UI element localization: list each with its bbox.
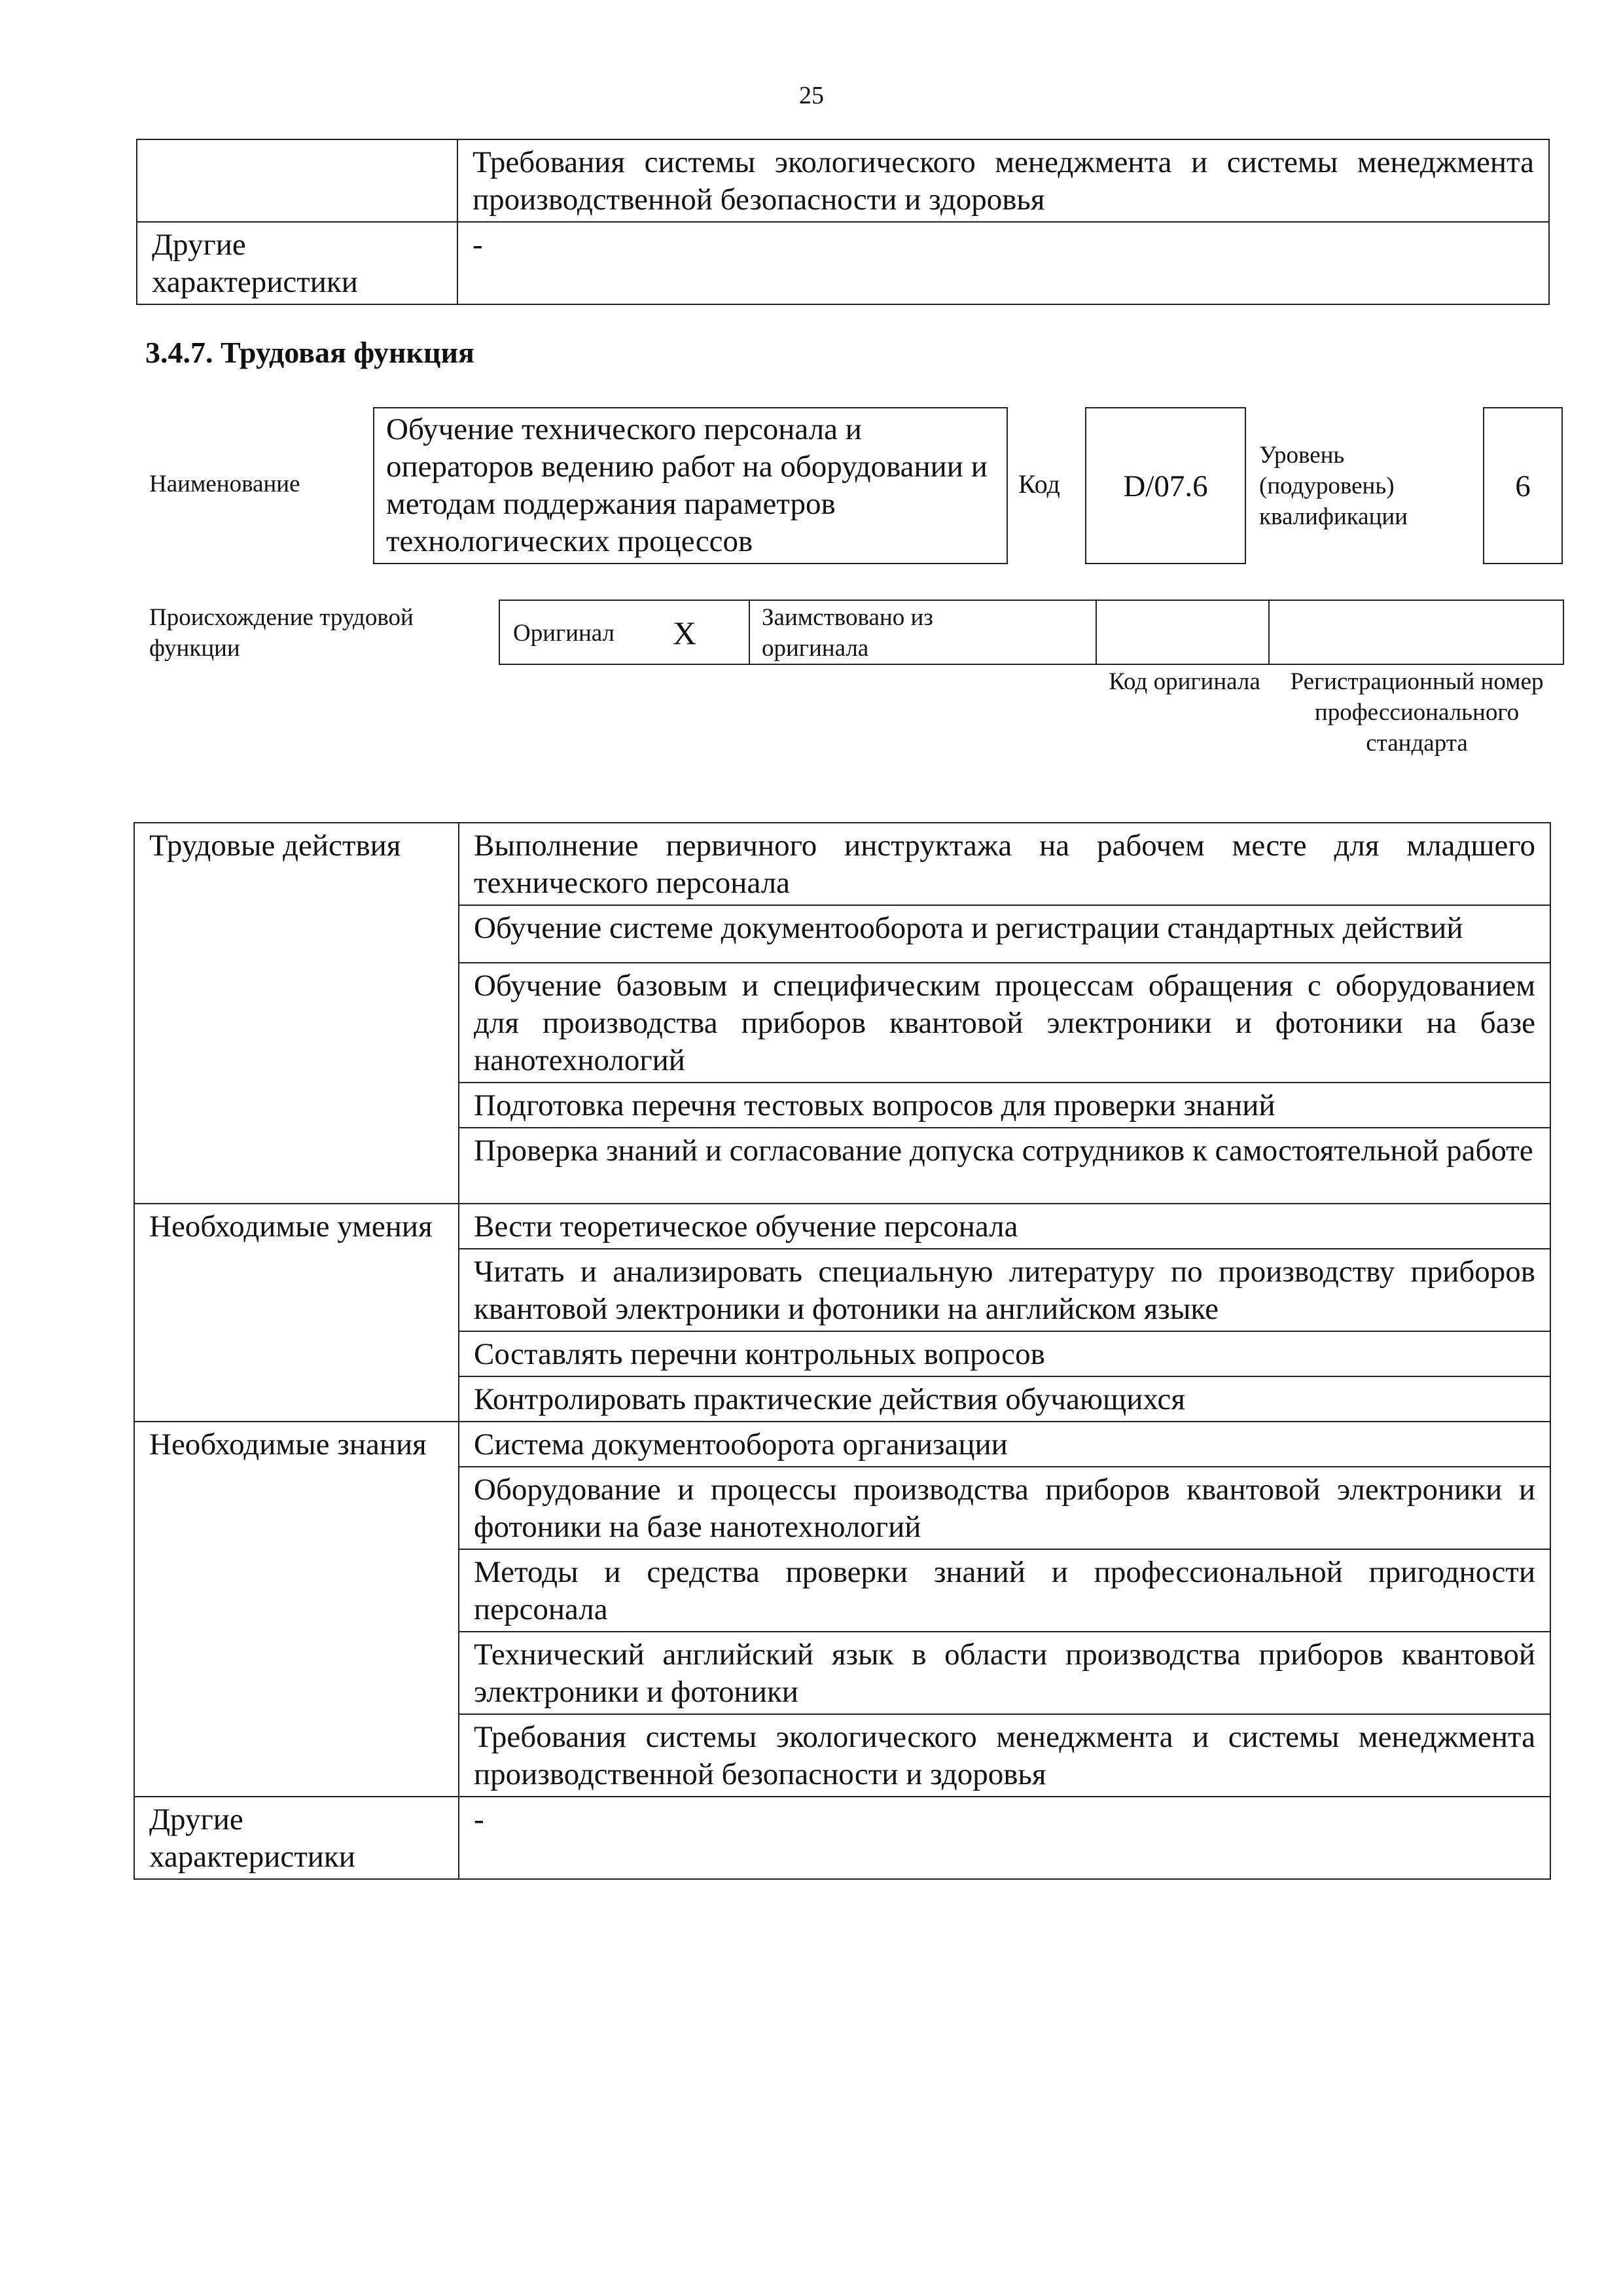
main-table (134, 822, 1551, 1880)
borrowed-label: Заимствовано из оригинала (762, 604, 933, 662)
table-cell: Оборудование и процессы производства приборов квантовой электроники и фотоники на базе нанотехнологий (459, 1467, 1550, 1549)
origin-borrowed-box (749, 600, 1097, 665)
table-cell: - (459, 1797, 1550, 1879)
level-label: Уровень (подуровень) квалификации (1259, 442, 1408, 530)
table-row (137, 139, 1549, 222)
code-label: Код (1018, 469, 1060, 499)
table-cell: Методы и средства проверки знаний и профессиональной пригодности персонала (459, 1549, 1550, 1632)
reg-number-caption: Регистрационный номер профессионального стандарта (1290, 668, 1544, 757)
table-row (134, 823, 1550, 905)
name-value-box (373, 407, 1008, 564)
table-cell: Составлять перечни контрольных вопросов (459, 1331, 1550, 1376)
table-cell: Требования системы экологического менеджмента и системы менеджмента производственной безопасности и здоровья (459, 1714, 1550, 1797)
original-label: Оригинал (513, 620, 615, 647)
table-cell: Система документооборота организации (459, 1422, 1550, 1467)
name-value: Обучение технического персонала и операторов ведению работ на оборудовании и методам поддержания параметров технологических процессов (386, 412, 988, 558)
table-cell: Контролировать практические действия обучающихся (459, 1376, 1550, 1422)
row-label: Другие характеристики (137, 222, 457, 304)
level-value-box (1483, 407, 1563, 564)
code-value: D/07.6 (1123, 469, 1208, 503)
page-number: 25 (799, 82, 824, 109)
level-value: 6 (1515, 469, 1531, 503)
group-label: Необходимые умения (134, 1204, 459, 1422)
table-cell: Проверка знаний и согласование допуска сотрудников к самостоятельной работе (459, 1128, 1550, 1204)
table-row (134, 1422, 1550, 1467)
origin-label: Происхождение трудовой функции (149, 604, 414, 662)
reg-number-box (1268, 600, 1564, 665)
code-original-box (1096, 600, 1270, 665)
table-row (134, 1797, 1550, 1879)
code-original-caption: Код оригинала (1109, 668, 1260, 695)
row-label (137, 139, 457, 222)
group-label: Необходимые знания (134, 1422, 459, 1797)
group-label: Другие характеристики (134, 1797, 459, 1879)
row-text: Требования системы экологического менеджмента и системы менеджмента производственной безопасности и здоровья (457, 139, 1549, 222)
section-title: 3.4.7. Трудовая функция (145, 336, 474, 369)
table-cell: Обучение базовым и специфическим процессам обращения с оборудованием для производства приборов квантовой электроники и фотоники на базе нанотехнологий (459, 963, 1550, 1083)
origin-original-box (499, 600, 750, 665)
table-cell: Выполнение первичного инструктажа на рабочем месте для младшего технического персонала (459, 823, 1550, 905)
table-row (137, 222, 1549, 304)
name-label: Наименование (149, 471, 300, 497)
table-cell: Подготовка перечня тестовых вопросов для проверки знаний (459, 1083, 1550, 1128)
table-row (134, 1204, 1550, 1249)
group-label: Трудовые действия (134, 823, 459, 1204)
table-cell: Технический английский язык в области производства приборов квантовой электроники и фотоники (459, 1632, 1550, 1714)
row-text: - (457, 222, 1549, 304)
table-cell: Вести теоретическое обучение персонала (459, 1204, 1550, 1249)
table-cell: Обучение системе документооборота и регистрации стандартных действий (459, 905, 1550, 963)
table-cell: Читать и анализировать специальную литературу по производству приборов квантовой электроники и фотоники на английском языке (459, 1249, 1550, 1331)
top-table (136, 139, 1550, 305)
original-mark: X (673, 615, 697, 651)
code-value-box (1085, 407, 1246, 564)
